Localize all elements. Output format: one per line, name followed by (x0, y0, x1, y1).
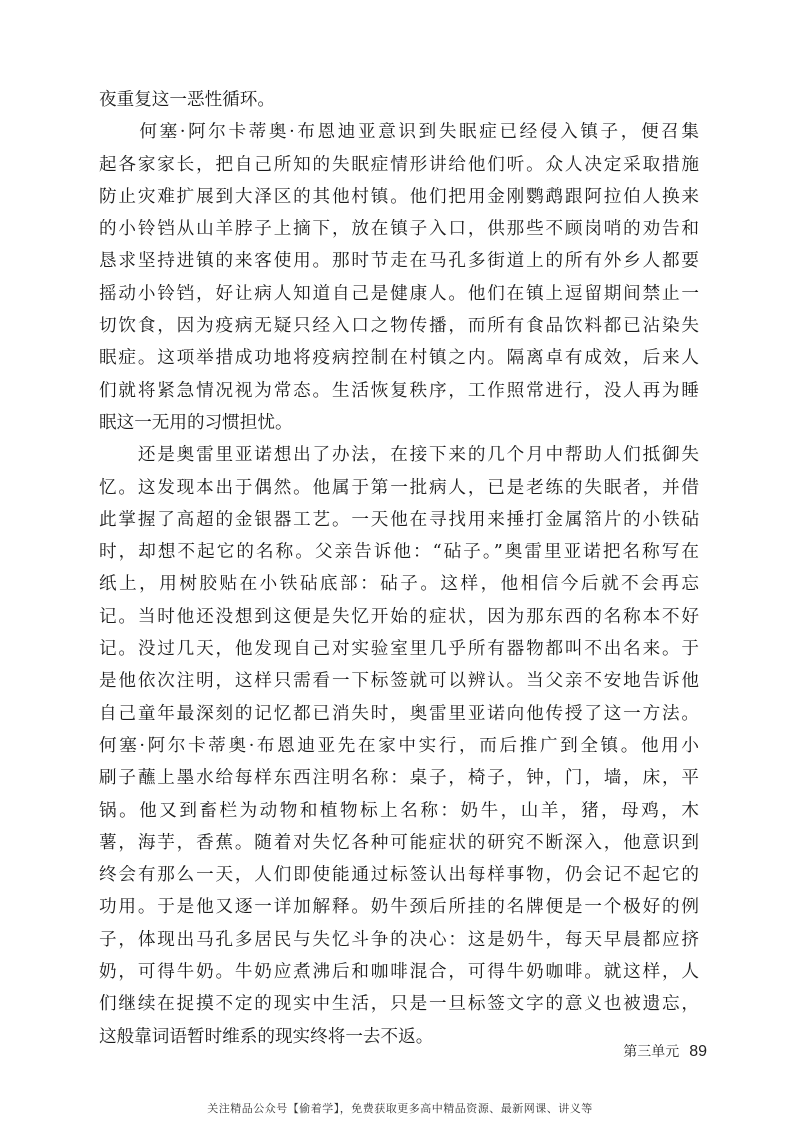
text-line: 终会有那么一天，人们即使能通过标签认出每样事物，仍会记不起它的 (99, 865, 699, 886)
text-line: 起各家家长，把自己所知的失眠症情形讲给他们听。众人决定采取措施 (99, 154, 699, 175)
text-line: 夜重复这一恶性循环。 (99, 90, 275, 110)
text-line: 恳求坚持进镇的来客使用。那时节走在马孔多街道上的所有外乡人都要 (99, 251, 699, 272)
text-line: 自己童年最深刻的记忆都已消失时，奥雷里亚诺向他传授了这一方法。 (99, 703, 699, 724)
text-line: 子，体现出马孔多居民与失忆斗争的决心：这是奶牛，每天早晨都应挤 (99, 929, 699, 950)
text-line: 是他依次注明，这样只需看一下标签就可以辨认。当父亲不安地告诉他 (99, 671, 699, 692)
text-line: 防止灾难扩展到大泽区的其他村镇。他们把用金刚鹦鹉跟阿拉伯人换来 (99, 186, 699, 207)
text-line: 们就将紧急情况视为常态。生活恢复秩序，工作照常进行，没人再为睡 (99, 380, 699, 401)
text-line: 们继续在捉摸不定的现实中生活，只是一旦标签文字的意义也被遗忘， (99, 994, 699, 1015)
text-line: 眠症。这项举措成功地将疫病控制在村镇之内。隔离卓有成效，后来人 (99, 348, 699, 369)
text-line: 忆。这发现本出于偶然。他属于第一批病人，已是老练的失眠者，并借 (99, 477, 699, 498)
text-line: 锅。他又到畜栏为动物和植物标上名称：奶牛，山羊，猪，母鸡，木 (99, 800, 699, 821)
text-line: 奶，可得牛奶。牛奶应煮沸后和咖啡混合，可得牛奶咖啡。就这样，人 (99, 962, 699, 983)
text-line: 切饮食，因为疫病无疑只经入口之物传播，而所有食品饮料都已沾染失 (99, 316, 699, 337)
promo-note: 关注精品公众号【偷着学】，免费获取更多高中精品资源、最新网课、讲义等 (207, 1102, 593, 1115)
text-line: 眠这一无用的习惯担忧。 (99, 412, 293, 433)
text-line: 摇动小铃铛，好让病人知道自己是健康人。他们在镇上逗留期间禁止一 (99, 283, 699, 304)
body-text (99, 84, 699, 1053)
unit-label: 第三单元 (623, 1043, 680, 1059)
text-line: 记。当时他还没想到这便是失忆开始的症状，因为那东西的名称本不好 (99, 606, 699, 627)
text-line: 的小铃铛从山羊脖子上摘下，放在镇子入口，供那些不顾岗哨的劝告和 (99, 219, 699, 240)
text-line: 这般靠词语暂时维系的现实终将一去不返。 (99, 1026, 434, 1047)
text-line: 功用。于是他又逐一详加解释。奶牛颈后所挂的名牌便是一个极好的例 (99, 897, 699, 918)
text-line: 还是奥雷里亚诺想出了办法，在接下来的几个月中帮助人们抵御失 (99, 445, 699, 466)
text-line: 何塞·阿尔卡蒂奥·布恩迪亚先在家中实行，而后推广到全镇。他用小 (99, 735, 699, 756)
page-number: 89 (689, 1043, 707, 1060)
text-line: 此掌握了高超的金银器工艺。一天他在寻找用来捶打金属箔片的小铁砧 (99, 509, 699, 530)
text-line: 时，却想不起它的名称。父亲告诉他：“砧子。”奥雷里亚诺把名称写在 (99, 542, 699, 563)
text-line: 刷子蘸上墨水给每样东西注明名称：桌子，椅子，钟，门，墙，床，平 (99, 768, 699, 789)
text-line: 纸上，用树胶贴在小铁砧底部：砧子。这样，他相信今后就不会再忘 (99, 574, 699, 595)
text-line: 薯，海芋，香蕉。随着对失忆各种可能症状的研究不断深入，他意识到 (99, 832, 699, 853)
page-footer (623, 1041, 707, 1061)
text-line: 记。没过几天，他发现自己对实验室里几乎所有器物都叫不出名来。于 (99, 639, 699, 660)
text-line: 何塞·阿尔卡蒂奥·布恩迪亚意识到失眠症已经侵入镇子，便召集 (99, 122, 699, 143)
